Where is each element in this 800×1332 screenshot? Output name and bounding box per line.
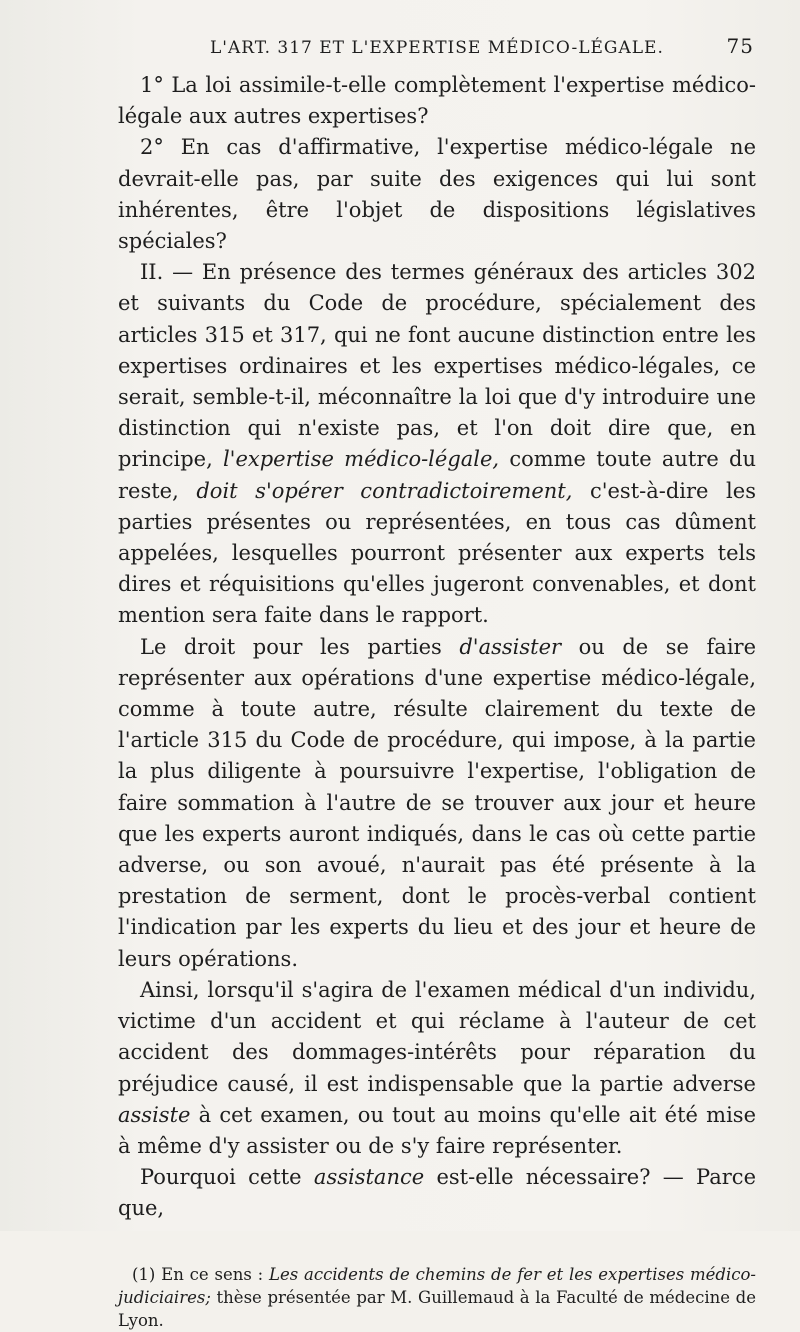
paragraph-text: ou de se faire représenter aux opérations d'une expertise médico-légale, comme à toute autre, résulte clairement du texte de l'article 315 du Code de procédure, qui impose, à la partie la plus diligente à poursuivre l'expertise, l'obligation de faire sommation à l'autre de se trouver aux jour et heure que les experts auront indiqués, dans le cas où cette partie adverse, ou son avoué, n'aurait pas été présente à la prestation de serment, dont le procès-verbal contient l'indication par les experts du lieu et des jour et heure de leurs opérations. <box>118 634 756 971</box>
emphasis-text: assiste <box>118 1102 191 1127</box>
footnote-title: Les accidents de chemins de fer et les expertises médico-judiciaires; <box>118 1264 756 1307</box>
running-header <box>210 34 756 64</box>
paragraph-text: II. — En présence des termes généraux des articles 302 et suivants du Code de procédure, spécialement des articles 315 et 317, qui ne font aucune distinction entre les expertises ordinaires et les expertises médico-légales, ce serait, semble-t-il, méconnaître la loi que d'y introduire une distinction qui n'existe pas, et l'on doit dire que, en principe, <box>118 260 756 472</box>
paragraph-text: Le droit pour les parties <box>140 634 460 659</box>
paragraph-text: à cet examen, ou tout au moins qu'elle ait été mise à même d'y assister ou de s'y faire représenter. <box>118 1102 756 1158</box>
paragraph-text: comme toute autre du reste, <box>118 447 756 503</box>
paragraph-why-assistance <box>118 1162 756 1224</box>
footnote-text: thèse présentée par M. Guillemaud à la Faculté de médecine de Lyon. <box>118 1287 756 1330</box>
running-title: L'ART. 317 ET L'EXPERTISE MÉDICO-LÉGALE. <box>210 38 664 58</box>
page-body <box>118 70 756 1225</box>
paragraph-text: est-elle nécessaire? — Parce que, <box>118 1165 756 1221</box>
paragraph-text: Ainsi, lorsqu'il s'agira de l'examen médical d'un individu, victime d'un accident et qui réclame à l'auteur de cet accident des dommages-intérêts pour réparation du préjudice causé, il est indispensable que la partie adverse <box>118 977 756 1096</box>
paragraph-section-ii <box>118 257 756 631</box>
footnote-marker: (1) En ce sens : <box>132 1264 269 1284</box>
footnote <box>118 1263 756 1332</box>
paragraph-question-2 <box>118 132 756 257</box>
paragraph-right-to-attend <box>118 632 756 975</box>
paragraph-text: c'est-à-dire les parties présentes ou représentées, en tous cas dûment appelées, lesquelles pourront présenter aux experts tels dires et réquisitions qu'elles jugeront convenables, et dont mention sera faite dans le rapport. <box>118 478 756 628</box>
paragraph-text: 2° En cas d'affirmative, l'expertise médico-légale ne devrait-elle pas, par suite des exigences qui lui sont inhérentes, être l'objet de dispositions législatives spéciales? <box>118 135 756 254</box>
paragraph-text: 1° La loi assimile-t-elle complètement l'expertise médico-légale aux autres expertises? <box>118 73 756 129</box>
emphasis-text: doit s'opérer contradictoirement, <box>196 478 573 503</box>
emphasis-text: d'assister <box>459 634 562 659</box>
emphasis-text: assistance <box>313 1165 425 1190</box>
page-number: 75 <box>726 34 754 58</box>
paragraph-medical-exam <box>118 975 756 1162</box>
paragraph-question-1 <box>118 70 756 132</box>
paragraph-text: Pourquoi cette <box>140 1165 314 1190</box>
emphasis-text: l'expertise médico-légale, <box>222 447 500 472</box>
